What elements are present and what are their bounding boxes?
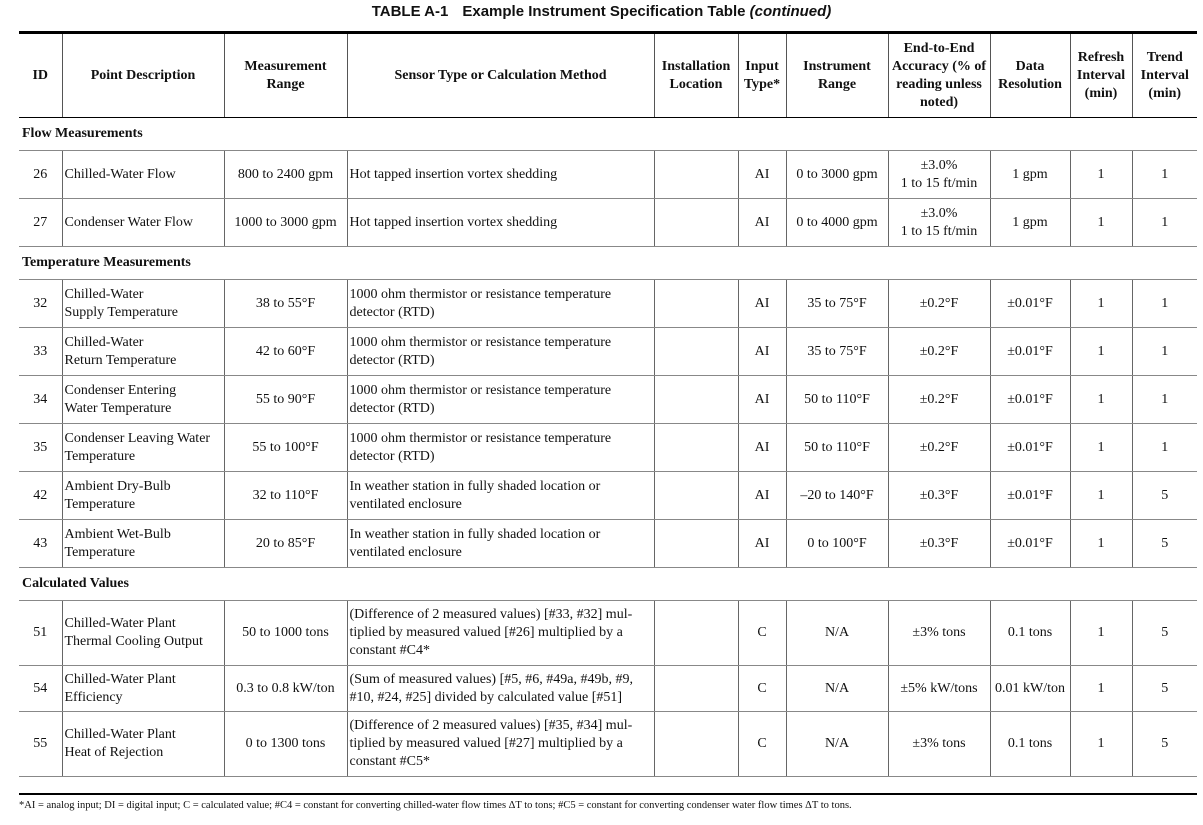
col-header: Measurement Range	[224, 34, 347, 118]
section-title: Flow Measurements	[19, 118, 1197, 151]
table-cell: ±0.2°F	[888, 376, 990, 424]
table-cell: 1	[1132, 151, 1197, 199]
section-title: Temperature Measurements	[19, 247, 1197, 280]
table-cell: Ambient Wet-Bulb Temperature	[62, 520, 224, 568]
table-cell: ±0.01°F	[990, 472, 1070, 520]
table-cell: 55	[19, 712, 62, 777]
table-cell: (Difference of 2 measured values) [#33, #32] mul- tiplied by measured valued [#26] multiplied by a constant #C4*	[347, 601, 654, 666]
table-cell: 38 to 55°F	[224, 280, 347, 328]
table-continued: (continued)	[749, 3, 832, 20]
table-cell: 35 to 75°F	[786, 328, 888, 376]
table-cell: 5	[1132, 520, 1197, 568]
table-row	[19, 280, 1197, 328]
col-header: Refresh Interval (min)	[1070, 34, 1132, 118]
table-cell: 1000 ohm thermistor or resistance temperature detector (RTD)	[347, 328, 654, 376]
table-cell: Condenser Entering Water Temperature	[62, 376, 224, 424]
table-cell	[654, 151, 738, 199]
table-cell: 33	[19, 328, 62, 376]
table-cell: ±0.3°F	[888, 520, 990, 568]
table-cell: 1 gpm	[990, 151, 1070, 199]
table-cell: 1000 ohm thermistor or resistance temperature detector (RTD)	[347, 424, 654, 472]
table-cell: (Sum of measured values) [#5, #6, #49a, #49b, #9, #10, #24, #25] divided by calculated value [#51]	[347, 666, 654, 712]
table-cell: 1	[1070, 472, 1132, 520]
table-row	[19, 666, 1197, 712]
table-cell: 0 to 3000 gpm	[786, 151, 888, 199]
table-cell: N/A	[786, 601, 888, 666]
table-cell: 32 to 110°F	[224, 472, 347, 520]
table-cell: 1000 ohm thermistor or resistance temperature detector (RTD)	[347, 376, 654, 424]
col-header: Input Type*	[738, 34, 786, 118]
table-cell: 1	[1132, 376, 1197, 424]
table-row	[19, 151, 1197, 199]
table-cell: 5	[1132, 472, 1197, 520]
section-header-row	[19, 247, 1197, 280]
instrument-spec-table	[19, 34, 1197, 777]
table-cell: ±0.01°F	[990, 280, 1070, 328]
table-cell: Condenser Water Flow	[62, 199, 224, 247]
col-header: Installation Location	[654, 34, 738, 118]
table-row	[19, 472, 1197, 520]
col-header: Data Resolution	[990, 34, 1070, 118]
table-cell: 26	[19, 151, 62, 199]
table-cell: 0 to 1300 tons	[224, 712, 347, 777]
table-cell: 0.01 kW/ton	[990, 666, 1070, 712]
table-row	[19, 199, 1197, 247]
table-cell: 34	[19, 376, 62, 424]
table-cell: Chilled-Water Plant Efficiency	[62, 666, 224, 712]
table-cell: 1	[1070, 151, 1132, 199]
table-cell: 1000 ohm thermistor or resistance temperature detector (RTD)	[347, 280, 654, 328]
table-cell: 5	[1132, 666, 1197, 712]
table-cell	[654, 520, 738, 568]
table-cell	[654, 328, 738, 376]
table-row	[19, 712, 1197, 777]
table-cell: ±0.01°F	[990, 328, 1070, 376]
col-header: Sensor Type or Calculation Method	[347, 34, 654, 118]
table-cell	[654, 280, 738, 328]
table-cell: 1	[1132, 328, 1197, 376]
table-title	[0, 2, 1203, 22]
table-cell: AI	[738, 328, 786, 376]
table-cell: 27	[19, 199, 62, 247]
table-cell: 35 to 75°F	[786, 280, 888, 328]
table-cell: C	[738, 601, 786, 666]
col-header: Point Description	[62, 34, 224, 118]
table-cell: 1	[1070, 280, 1132, 328]
table-cell: 5	[1132, 601, 1197, 666]
table-cell: ±0.01°F	[990, 424, 1070, 472]
table-cell	[654, 472, 738, 520]
table-cell: AI	[738, 424, 786, 472]
table-cell: C	[738, 712, 786, 777]
table-cell: 32	[19, 280, 62, 328]
table-cell: 1	[1132, 199, 1197, 247]
table-row	[19, 601, 1197, 666]
table-cell: 51	[19, 601, 62, 666]
table-row	[19, 424, 1197, 472]
table-cell: Ambient Dry-Bulb Temperature	[62, 472, 224, 520]
col-header: ID	[19, 34, 62, 118]
table-cell: 43	[19, 520, 62, 568]
footnote: *AI = analog input; DI = digital input; C = calculated value; #C4 = constant for converting chilled-water flow times ΔT to tons; #C5 = constant for converting condenser water flow times ΔT to tons.	[19, 800, 852, 811]
header-row	[19, 34, 1197, 118]
table-cell: AI	[738, 280, 786, 328]
table-cell: ±3.0% 1 to 15 ft/min	[888, 151, 990, 199]
table-cell: AI	[738, 472, 786, 520]
table-cell: 1	[1070, 601, 1132, 666]
table-cell: AI	[738, 520, 786, 568]
table-cell: 1 gpm	[990, 199, 1070, 247]
table-cell: (Difference of 2 measured values) [#35, #34] mul- tiplied by measured valued [#27] multiplied by a constant #C5*	[347, 712, 654, 777]
table-cell: ±3.0% 1 to 15 ft/min	[888, 199, 990, 247]
table-cell: ±0.2°F	[888, 328, 990, 376]
table-cell: AI	[738, 376, 786, 424]
table-cell: Chilled-Water Plant Heat of Rejection	[62, 712, 224, 777]
table-cell: 54	[19, 666, 62, 712]
table-cell: 5	[1132, 712, 1197, 777]
table-name: Example Instrument Specification Table	[462, 3, 746, 20]
table-cell: 0 to 4000 gpm	[786, 199, 888, 247]
table-cell: ±3% tons	[888, 712, 990, 777]
table-cell: 1	[1070, 712, 1132, 777]
table-row	[19, 520, 1197, 568]
table-cell	[654, 424, 738, 472]
table-cell: Condenser Leaving Water Temperature	[62, 424, 224, 472]
table-cell: 1	[1070, 328, 1132, 376]
bottom-rule	[19, 793, 1197, 795]
table-cell: 1	[1132, 424, 1197, 472]
col-header: Instrument Range	[786, 34, 888, 118]
table-cell: N/A	[786, 666, 888, 712]
col-header: Trend Interval (min)	[1132, 34, 1197, 118]
section-header-row	[19, 568, 1197, 601]
table-cell: AI	[738, 151, 786, 199]
table-cell: 42	[19, 472, 62, 520]
table-cell: ±5% kW/tons	[888, 666, 990, 712]
table-cell: 55 to 100°F	[224, 424, 347, 472]
table-cell: In weather station in fully shaded location or ventilated enclosure	[347, 520, 654, 568]
table-cell: 35	[19, 424, 62, 472]
table-cell: 50 to 110°F	[786, 376, 888, 424]
table-cell: 0.3 to 0.8 kW/ton	[224, 666, 347, 712]
table-cell: Chilled-Water Supply Temperature	[62, 280, 224, 328]
table-cell: Chilled-Water Return Temperature	[62, 328, 224, 376]
table-cell: 1	[1070, 424, 1132, 472]
table-cell: 1	[1070, 376, 1132, 424]
table-cell: 20 to 85°F	[224, 520, 347, 568]
table-cell: 1	[1070, 520, 1132, 568]
table-cell: ±0.2°F	[888, 280, 990, 328]
table-cell: –20 to 140°F	[786, 472, 888, 520]
table-cell: 1000 to 3000 gpm	[224, 199, 347, 247]
table-cell: ±0.01°F	[990, 520, 1070, 568]
section-title: Calculated Values	[19, 568, 1197, 601]
table-cell: 1	[1132, 280, 1197, 328]
table-label: TABLE A-1	[371, 3, 449, 20]
table-cell: In weather station in fully shaded location or ventilated enclosure	[347, 472, 654, 520]
table-body	[19, 118, 1197, 777]
table-cell: ±3% tons	[888, 601, 990, 666]
table-cell: 800 to 2400 gpm	[224, 151, 347, 199]
table-cell: 55 to 90°F	[224, 376, 347, 424]
table-cell: 50 to 1000 tons	[224, 601, 347, 666]
table-cell: 0 to 100°F	[786, 520, 888, 568]
table-cell: ±0.2°F	[888, 424, 990, 472]
table-cell	[654, 666, 738, 712]
table-row	[19, 376, 1197, 424]
table-cell	[654, 376, 738, 424]
table-cell: C	[738, 666, 786, 712]
table-cell	[654, 199, 738, 247]
table-cell: 1	[1070, 199, 1132, 247]
table-cell: 50 to 110°F	[786, 424, 888, 472]
table-cell: 42 to 60°F	[224, 328, 347, 376]
table-cell	[654, 601, 738, 666]
table-cell: 0.1 tons	[990, 601, 1070, 666]
table-cell: N/A	[786, 712, 888, 777]
table-cell: ±0.01°F	[990, 376, 1070, 424]
col-header: End-to-End Accuracy (% of reading unless noted)	[888, 34, 990, 118]
table-cell: 1	[1070, 666, 1132, 712]
table-cell: Hot tapped insertion vortex shedding	[347, 199, 654, 247]
table-row	[19, 328, 1197, 376]
section-header-row	[19, 118, 1197, 151]
table-cell: Chilled-Water Plant Thermal Cooling Output	[62, 601, 224, 666]
table-cell: Chilled-Water Flow	[62, 151, 224, 199]
table-cell: 0.1 tons	[990, 712, 1070, 777]
table-cell	[654, 712, 738, 777]
table-cell: AI	[738, 199, 786, 247]
table-cell: Hot tapped insertion vortex shedding	[347, 151, 654, 199]
table-cell: ±0.3°F	[888, 472, 990, 520]
